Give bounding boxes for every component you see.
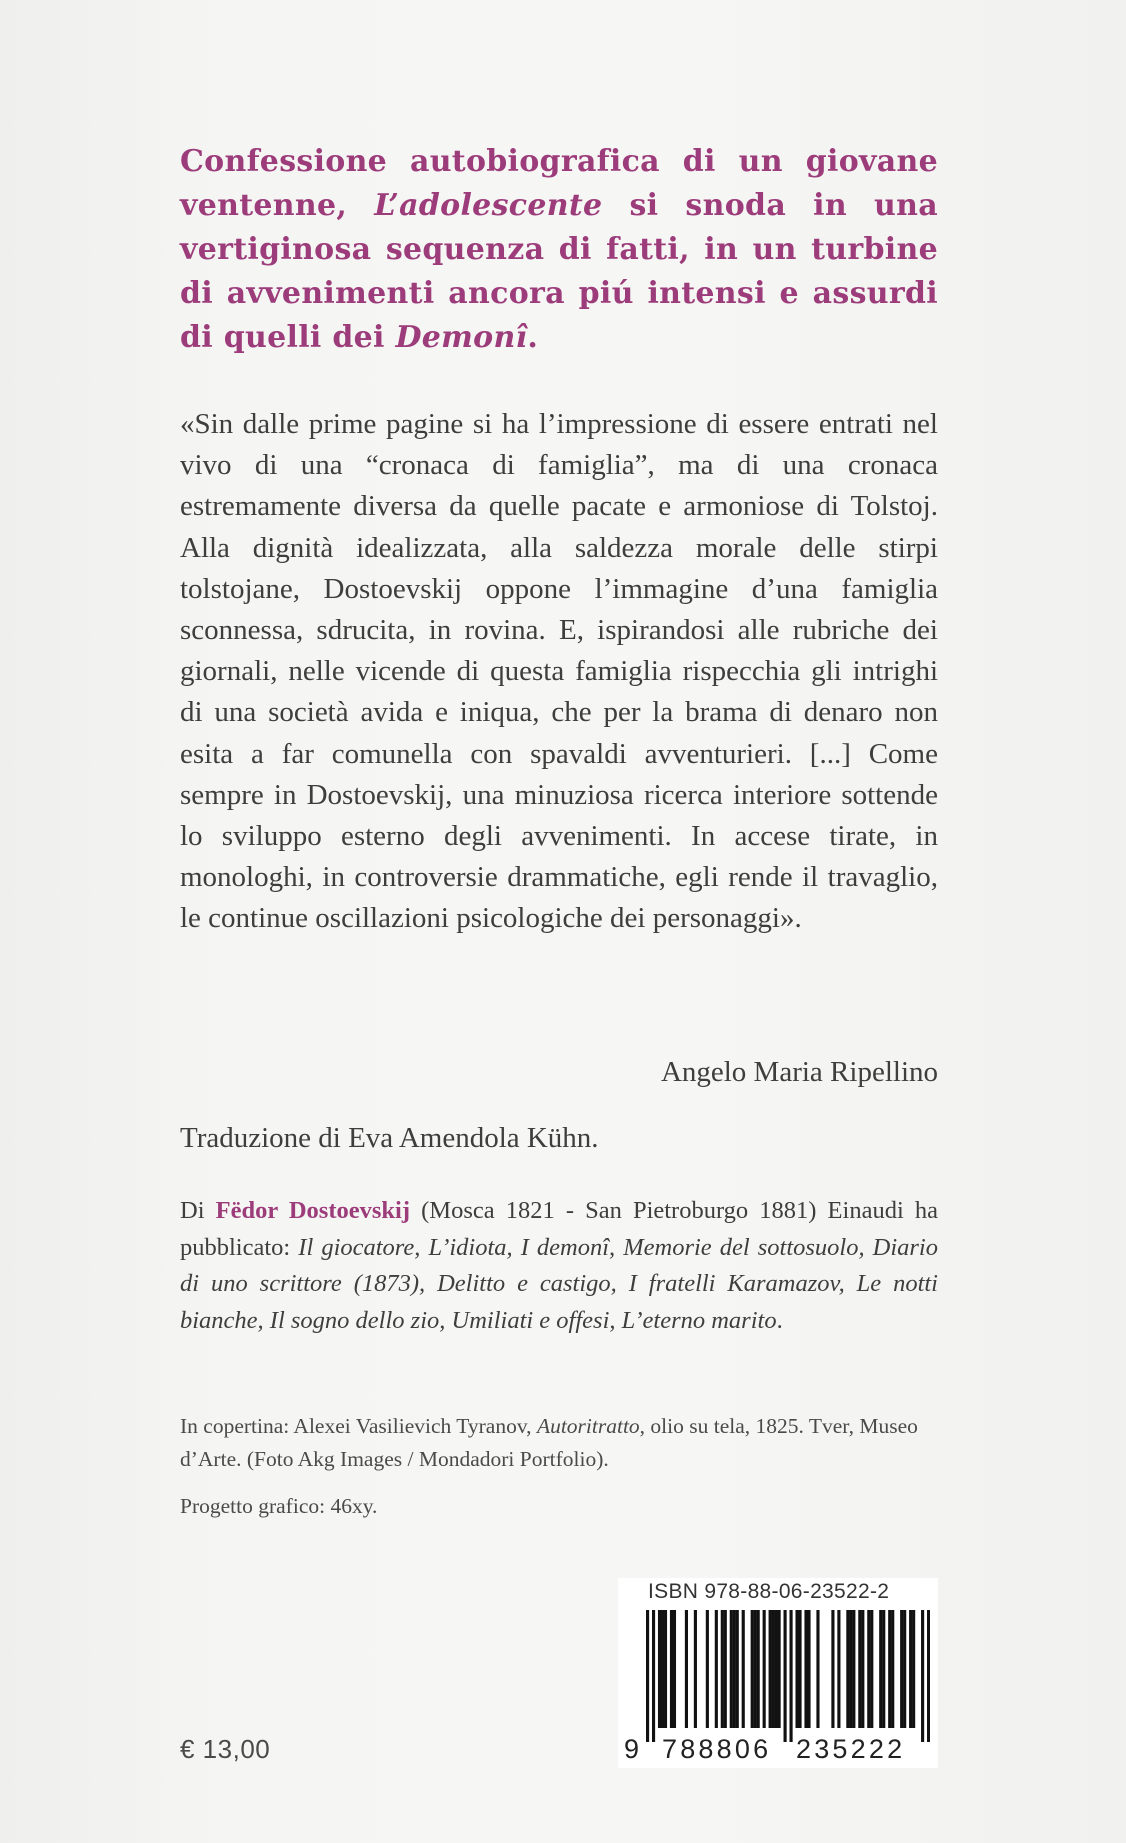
barcode-bar [804, 1610, 807, 1728]
barcode-bar [789, 1610, 792, 1742]
cover-credits [180, 1410, 938, 1476]
author-dates: (Mosca 1821 - San Pietroburgo 1881) Einaudi ha pubblicato: [180, 1197, 938, 1261]
barcode-bar [891, 1610, 894, 1728]
barcode-bar [849, 1610, 852, 1728]
barcode-bar [694, 1610, 697, 1728]
barcode-bar [912, 1610, 915, 1728]
barcode-bar [775, 1610, 778, 1728]
author-info [180, 1193, 938, 1339]
barcode-bar [733, 1610, 736, 1728]
blurb-demoni-italic: Demonî [395, 320, 528, 355]
barcode-bar [661, 1610, 664, 1728]
barcode-bar [754, 1610, 757, 1728]
translation-credit: Traduzione di Eva Amendola Kühn. [180, 1122, 599, 1154]
barcode-bar [870, 1610, 873, 1728]
barcode-bar [769, 1610, 772, 1728]
barcode-bar [798, 1610, 801, 1728]
ean-right-digits: 235222 [796, 1734, 906, 1764]
barcode-bar [903, 1610, 906, 1728]
isbn-barcode [618, 1578, 938, 1768]
barcode-bar [867, 1610, 870, 1728]
barcode-bar [784, 1610, 787, 1742]
barcode-bars [646, 1610, 930, 1742]
barcode-bar [778, 1610, 781, 1728]
author-prefix: Di [180, 1197, 216, 1224]
ean-first-digit: 9 [624, 1734, 640, 1764]
barcode-bar [879, 1610, 882, 1728]
barcode-bar [852, 1610, 855, 1728]
blurb-title-italic: L’adolescente [374, 188, 603, 223]
barcode-bar [736, 1610, 739, 1728]
barcode-bar [900, 1610, 903, 1728]
barcode-bar [670, 1610, 673, 1728]
barcode-bar [652, 1610, 655, 1742]
barcode-bar [909, 1610, 912, 1728]
barcode-bar [837, 1610, 840, 1728]
price-label: € 13,00 [180, 1734, 271, 1764]
barcode-bar [706, 1610, 709, 1728]
author-suffix: . [776, 1306, 783, 1334]
isbn-label: ISBN 978-88-06-23522-2 [648, 1580, 890, 1603]
blurb-text-2: si snoda in una vertiginosa sequenza di fatti, in un turbine di avvenimenti ancora piú intensi e assurdi di quelli dei [180, 188, 938, 355]
barcode-bar [846, 1610, 849, 1728]
barcode-bar [927, 1610, 930, 1742]
barcode-bar [742, 1610, 745, 1728]
barcode-bar [882, 1610, 885, 1728]
author-works: Il giocatore, L’idiota, I demonî, Memorie del sottosuolo, Diario di uno scrittore (1873), Delitto e castigo, I fratelli Karamazov, Le notti bianche, Il sogno dello zio, Umiliati e offesi, L’eterno marito [180, 1233, 938, 1334]
barcode-bar [715, 1610, 718, 1728]
barcode-bar [921, 1610, 924, 1742]
barcode-bar [772, 1610, 775, 1728]
credits-suffix: , olio su tela, 1825. Tver, Museo d’Arte. (Foto Akg Images / Mondadori Portfolio). [180, 1414, 918, 1471]
barcode-bar [646, 1610, 649, 1742]
barcode-bar [685, 1610, 688, 1728]
barcode-bar [888, 1610, 891, 1728]
credits-artwork: Autoritratto [536, 1414, 640, 1438]
ean-left-digits: 788806 [662, 1734, 772, 1764]
blurb-text-1: Confessione autobiografica di un giovane ventenne, [180, 144, 938, 223]
barcode-bar [807, 1610, 810, 1728]
blurb-paragraph [180, 140, 938, 360]
ean-digits [618, 1734, 938, 1766]
barcode-bar [664, 1610, 667, 1728]
barcode-bar [763, 1610, 766, 1728]
author-name: Fëdor Dostoevskij [215, 1197, 411, 1224]
quote-attribution: Angelo Maria Ripellino [660, 1056, 938, 1088]
barcode-bar [658, 1610, 661, 1728]
design-credit: Progetto grafico: 46xy. [180, 1494, 378, 1518]
barcode-bar [751, 1610, 754, 1728]
barcode-bar [816, 1610, 819, 1728]
barcode-bar [721, 1610, 724, 1728]
blurb-text-3: . [527, 320, 539, 355]
quote-text: «Sin dalle prime pagine si ha l’impressione di essere entrati nel vivo di una “cronaca di famiglia”, ma di una cronaca estremamente diversa da quelle pacate e armoniose di Tolstoj. Alla dignità idealizzata, alla saldezza morale delle stirpi tolstojane, Dostoevskij oppone l’immagine d’una famiglia sconnessa, sdrucita, in rovina. E, ispirandosi alle rubriche dei giornali, nelle vicende di questa famiglia rispecchia gli intrighi di una società avida e iniqua, che per la brama di denaro non esita a far comunella con spavaldi avventurieri. [...] Come sempre in Dostoevskij, una minuziosa ricerca interiore sottende lo sviluppo esterno degli avvenimenti. In accese tirate, in monologhi, in controversie drammatiche, egli rende il travaglio, le continue oscillazioni psicologiche dei personaggi». [180, 408, 938, 935]
barcode-bar [724, 1610, 727, 1728]
barcode-bar [757, 1610, 760, 1728]
barcode-bar [673, 1610, 676, 1728]
barcode-bar [730, 1610, 733, 1728]
barcode-bar [858, 1610, 861, 1728]
critic-quote [180, 404, 938, 940]
barcode-bar [831, 1610, 834, 1728]
barcode-bar [795, 1610, 798, 1728]
credits-prefix: In copertina: Alexei Vasilievich Tyranov, [180, 1414, 537, 1438]
barcode-bar [861, 1610, 864, 1728]
